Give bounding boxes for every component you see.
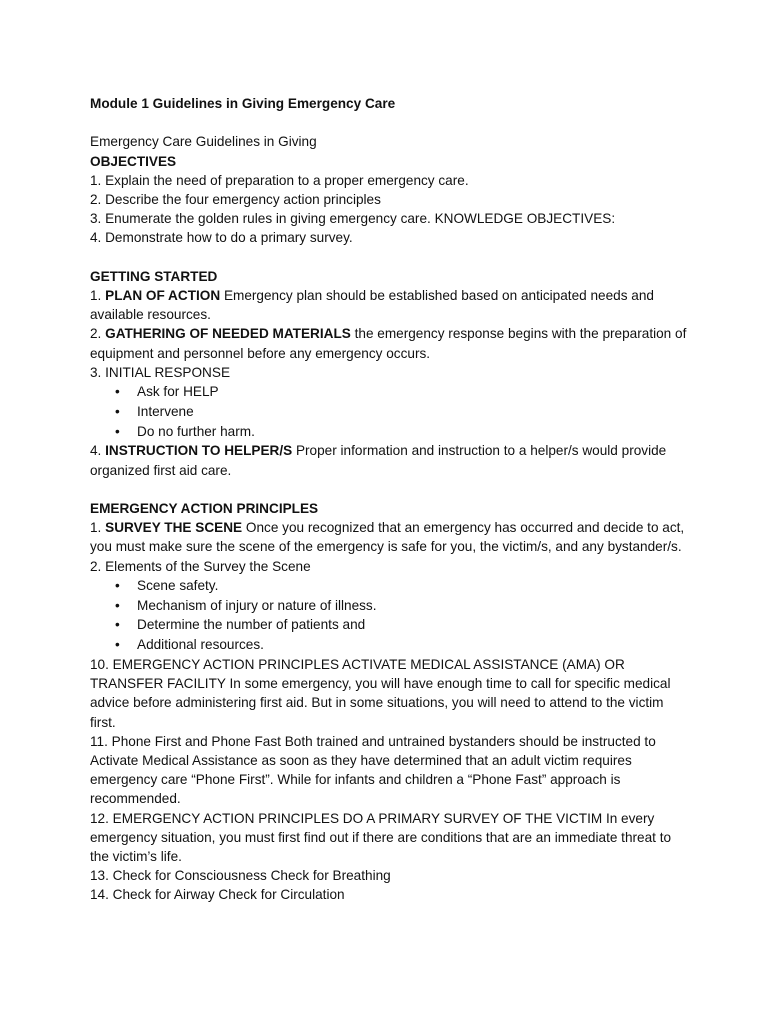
- objective-item: 2. Describe the four emergency action principles: [90, 192, 381, 207]
- activate-medical-assistance-item: 10. EMERGENCY ACTION PRINCIPLES ACTIVATE MEDICAL ASSISTANCE (AMA) OR TRANSFER FACILITY In some emergency, you will have enough time to call for specific medical advice before administering first aid. But in some situations, you will need to attend to the victim first.: [90, 657, 671, 730]
- objective-item: 1. Explain the need of preparation to a proper emergency care.: [90, 172, 469, 188]
- objective-item: 3. Enumerate the golden rules in giving emergency care. KNOWLEDGE OBJECTIVES:: [90, 211, 616, 227]
- document-title: Module 1 Guidelines in Giving Emergency Care: [90, 96, 396, 111]
- list-item: • Do no further harm.: [90, 422, 690, 442]
- spacer: [90, 480, 690, 499]
- consciousness-breathing-item: 13. Check for Consciousness Check for Breathing: [90, 868, 391, 884]
- plan-of-action-item: 1. PLAN OF ACTION Emergency plan should be established based on anticipated needs and available resources.: [90, 288, 654, 323]
- objective-item: 4. Demonstrate how to do a primary survey.: [90, 230, 353, 246]
- primary-survey-item: 12. EMERGENCY ACTION PRINCIPLES DO A PRIMARY SURVEY OF THE VICTIM In every emergency situation, you must first find out if there are conditions that are an immediate threat to the victim’s life.: [90, 810, 672, 865]
- instruction-helpers-item: 4. INSTRUCTION TO HELPER/S Proper information and instruction to a helper/s would provide organized first aid care.: [90, 443, 667, 478]
- list-item: • Ask for HELP: [90, 382, 690, 402]
- spacer: [90, 113, 690, 132]
- bullet-icon: •: [115, 597, 120, 613]
- bullet-icon: •: [115, 423, 120, 439]
- bullet-icon: •: [115, 617, 120, 633]
- list-item: • Determine the number of patients and: [90, 615, 690, 635]
- survey-scene-item: 1. SURVEY THE SCENE Once you recognized that an emergency has occurred and decide to act, you must make sure the scene of the emergency is safe for you, the victim/s, and any bystander/s.: [90, 520, 685, 555]
- phone-first-item: 11. Phone First and Phone Fast Both trained and untrained bystanders should be instructed to Activate Medical Assistance as soon as they have determined that an adult victim requires emergency care “Phone First”. While for infants and children a “Phone Fast” approach is recommended.: [90, 733, 656, 807]
- getting-started-heading: GETTING STARTED: [90, 268, 218, 284]
- intro-subtitle: Emergency Care Guidelines in Giving: [90, 134, 317, 150]
- principles-heading: EMERGENCY ACTION PRINCIPLES: [90, 501, 319, 516]
- bullet-icon: •: [115, 403, 120, 419]
- bullet-icon: •: [115, 577, 120, 593]
- gathering-materials-item: 2. GATHERING OF NEEDED MATERIALS the emergency response begins with the preparation of equipment and personnel before any emergency occurs.: [90, 326, 687, 361]
- airway-circulation-item: 14. Check for Airway Check for Circulation: [90, 887, 345, 903]
- initial-response-list: [90, 382, 690, 441]
- list-item: • Additional resources.: [90, 635, 690, 655]
- list-item: • Mechanism of injury or nature of illness.: [90, 596, 690, 616]
- survey-elements-item: 2. Elements of the Survey the Scene: [90, 558, 311, 574]
- list-item: • Intervene: [90, 402, 690, 422]
- document-body: [90, 94, 690, 905]
- survey-elements-list: [90, 576, 690, 655]
- initial-response-item: 3. INITIAL RESPONSE: [90, 364, 231, 380]
- objectives-heading: OBJECTIVES: [90, 153, 177, 169]
- list-item: • Scene safety.: [90, 576, 690, 596]
- bullet-icon: •: [115, 637, 120, 653]
- spacer: [90, 248, 690, 267]
- bullet-icon: •: [115, 384, 120, 400]
